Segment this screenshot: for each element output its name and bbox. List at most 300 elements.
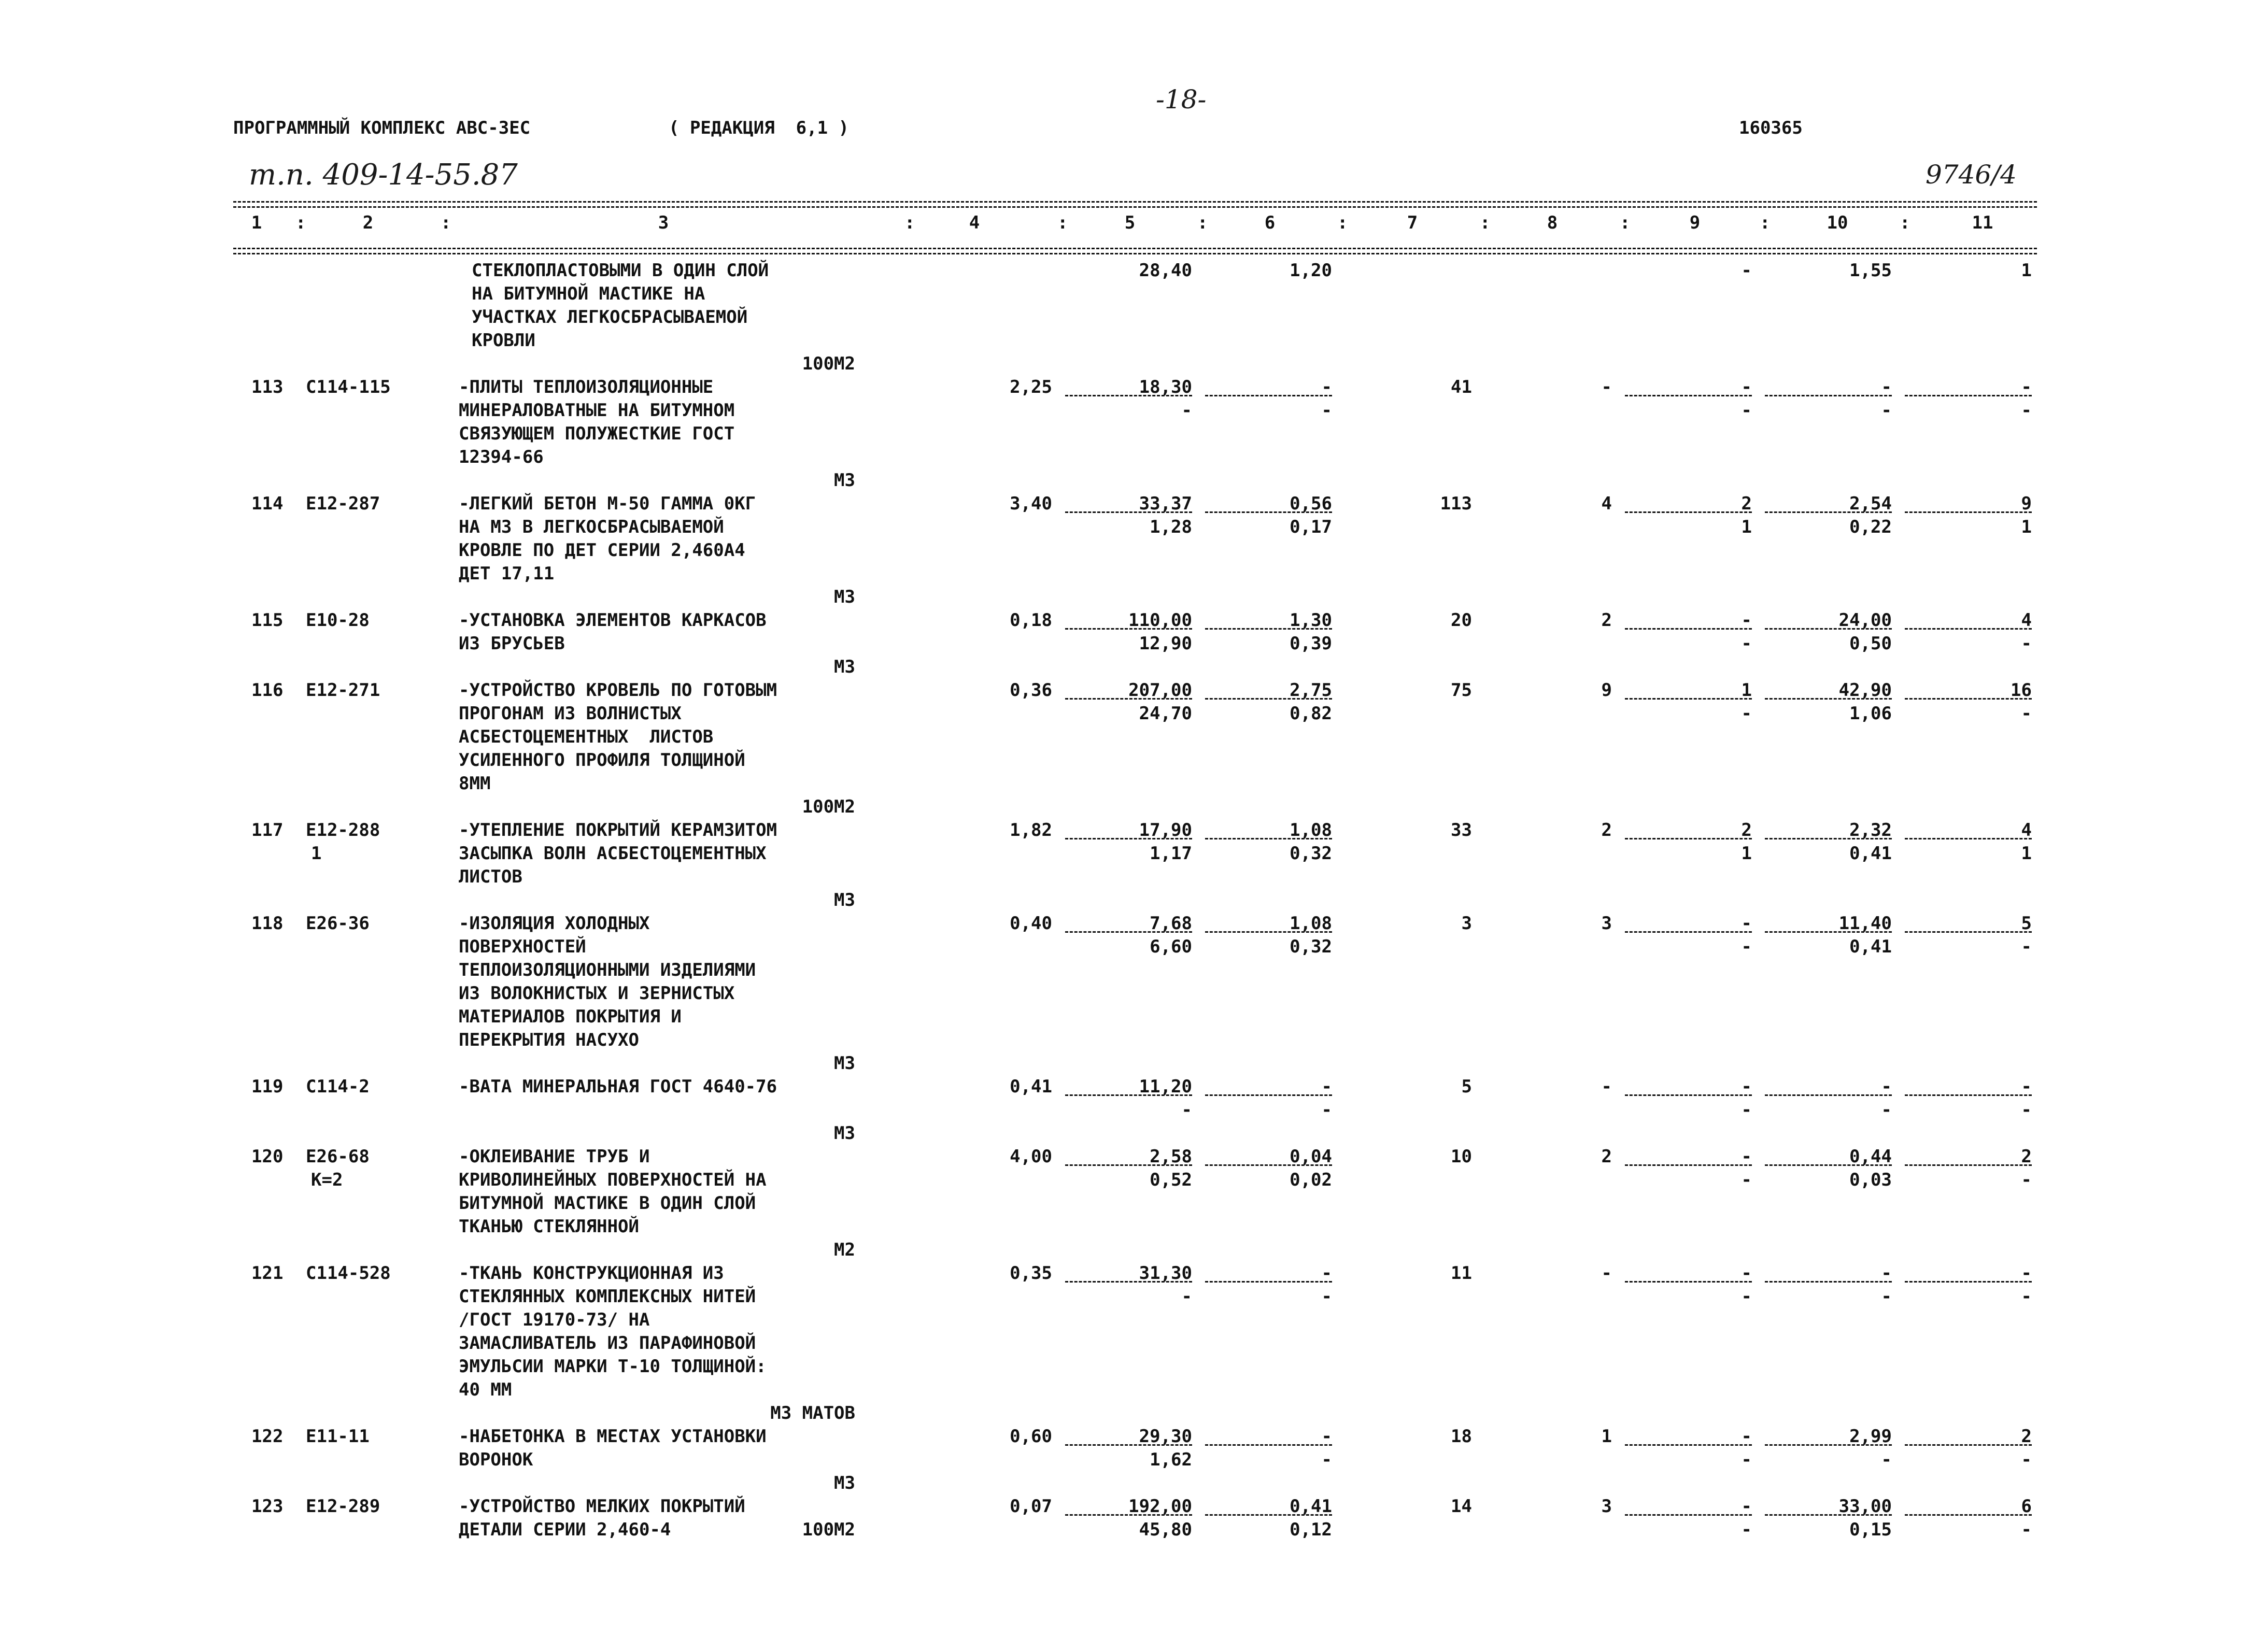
col6-sub: 0,32 xyxy=(1290,843,1332,864)
row-desc-line: 40 ММ xyxy=(459,1379,512,1400)
project-number: т.п. 409-14-55.87 xyxy=(249,158,518,192)
row-number: 118 xyxy=(251,913,284,934)
col8-value: 2 xyxy=(1601,1146,1612,1167)
col10-divider xyxy=(1765,395,1892,396)
col5-divider xyxy=(1065,1094,1192,1096)
col10-value: 0,44 xyxy=(1849,1146,1892,1167)
col10-sub: - xyxy=(1881,1286,1892,1307)
col11-divider xyxy=(1905,1164,2032,1166)
continuation-desc-line: НА БИТУМНОЙ МАСТИКЕ НА xyxy=(472,283,705,304)
col5-value: 192,00 xyxy=(1128,1496,1192,1517)
col11-divider xyxy=(1905,1281,2032,1283)
col6-value: 1,08 xyxy=(1290,913,1332,934)
cont-col10: 1,55 xyxy=(1849,260,1892,281)
row-number: 113 xyxy=(251,377,284,397)
col9-sub: - xyxy=(1741,1100,1752,1120)
col9-divider xyxy=(1625,698,1752,700)
col5-divider xyxy=(1065,931,1192,933)
row-desc-line: ИЗ ВОЛОКНИСТЫХ И ЗЕРНИСТЫХ xyxy=(459,983,735,1004)
row-number: 122 xyxy=(251,1426,284,1447)
col6-value: 0,41 xyxy=(1290,1496,1332,1517)
unit-label: М3 xyxy=(834,1123,855,1144)
row-desc-line: 12394-66 xyxy=(459,447,544,467)
col9-sub: - xyxy=(1741,936,1752,957)
col7-value: 41 xyxy=(1451,377,1472,397)
col11-sub: - xyxy=(2021,1519,2032,1540)
col10-value: - xyxy=(1881,377,1892,397)
unit-label: М3 xyxy=(834,587,855,607)
col9-value: - xyxy=(1741,1263,1752,1284)
rate-code: С114-528 xyxy=(306,1263,391,1284)
col9-value: - xyxy=(1741,1146,1752,1167)
row-desc-line: -УСТРОЙСТВО МЕЛКИХ ПОКРЫТИЙ xyxy=(459,1496,745,1517)
col6-divider xyxy=(1205,838,1332,839)
col5-value: 11,20 xyxy=(1139,1076,1192,1097)
col10-value: - xyxy=(1881,1263,1892,1284)
col4-quantity: 2,25 xyxy=(1010,377,1052,397)
row-desc-line: ИЗ БРУСЬЕВ xyxy=(459,633,565,654)
column-number-11: 11 xyxy=(1972,212,1993,233)
col7-value: 33 xyxy=(1451,820,1472,841)
row-desc-line: ПЕРЕКРЫТИЯ НАСУХО xyxy=(459,1030,639,1050)
col8-value: 3 xyxy=(1601,913,1612,934)
row-desc-line: -НАБЕТОНКА В МЕСТАХ УСТАНОВКИ xyxy=(459,1426,767,1447)
col5-value: 33,37 xyxy=(1139,493,1192,514)
row-desc-line: -ОКЛЕИВАНИЕ ТРУБ И xyxy=(459,1146,650,1167)
col5-divider xyxy=(1065,698,1192,700)
col10-divider xyxy=(1765,838,1892,839)
col11-divider xyxy=(1905,511,2032,513)
row-desc-line: ПОВЕРХНОСТЕЙ xyxy=(459,936,586,957)
col11-value: 9 xyxy=(2021,493,2032,514)
column-number-3: 3 xyxy=(658,212,669,233)
col9-divider xyxy=(1625,1444,1752,1446)
col6-value: 0,04 xyxy=(1290,1146,1332,1167)
col10-value: 33,00 xyxy=(1838,1496,1892,1517)
col5-sub: 1,28 xyxy=(1150,517,1192,537)
col11-sub: 1 xyxy=(2021,843,2032,864)
col10-value: 11,40 xyxy=(1838,913,1892,934)
col10-sub: - xyxy=(1881,400,1892,421)
row-desc-line: -ВАТА МИНЕРАЛЬНАЯ ГОСТ 4640-76 xyxy=(459,1076,777,1097)
col10-divider xyxy=(1765,628,1892,630)
col6-divider xyxy=(1205,1164,1332,1166)
col11-divider xyxy=(1905,838,2032,839)
col6-sub: 0,32 xyxy=(1290,936,1332,957)
row-desc-line: /ГОСТ 19170-73/ НА xyxy=(459,1309,650,1330)
col6-divider xyxy=(1205,511,1332,513)
col9-divider xyxy=(1625,395,1752,396)
col10-divider xyxy=(1765,931,1892,933)
col9-sub: 1 xyxy=(1741,517,1752,537)
col11-sub: - xyxy=(2021,633,2032,654)
col11-value: 6 xyxy=(2021,1496,2032,1517)
column-separator: : xyxy=(1760,212,1771,233)
column-number-4: 4 xyxy=(969,212,980,233)
col6-value: 2,75 xyxy=(1290,680,1332,701)
col10-divider xyxy=(1765,1514,1892,1516)
col9-value: - xyxy=(1741,610,1752,631)
col11-sub: - xyxy=(2021,703,2032,724)
row-desc-line: УСИЛЕННОГО ПРОФИЛЯ ТОЛЩИНОЙ xyxy=(459,750,745,771)
col5-value: 7,68 xyxy=(1150,913,1192,934)
col5-value: 31,30 xyxy=(1139,1263,1192,1284)
col8-value: 2 xyxy=(1601,610,1612,631)
col5-sub: 1,62 xyxy=(1150,1449,1192,1470)
col6-value: 1,30 xyxy=(1290,610,1332,631)
col6-divider xyxy=(1205,1444,1332,1446)
col7-value: 75 xyxy=(1451,680,1472,701)
col11-value: 2 xyxy=(2021,1426,2032,1447)
col6-divider xyxy=(1205,698,1332,700)
header-rule-bottom xyxy=(233,248,2037,249)
col10-value: 24,00 xyxy=(1838,610,1892,631)
row-desc-line: -УСТАНОВКА ЭЛЕМЕНТОВ КАРКАСОВ xyxy=(459,610,767,631)
col9-value: - xyxy=(1741,1076,1752,1097)
col9-divider xyxy=(1625,628,1752,630)
col11-value: - xyxy=(2021,1263,2032,1284)
row-desc-line: ЛИСТОВ xyxy=(459,866,522,887)
col9-divider xyxy=(1625,931,1752,933)
column-number-5: 5 xyxy=(1124,212,1136,233)
col6-value: - xyxy=(1321,1076,1332,1097)
row-number: 115 xyxy=(251,610,284,631)
rate-code: Е10-28 xyxy=(306,610,370,631)
col5-sub: 6,60 xyxy=(1150,936,1192,957)
col5-sub: 1,17 xyxy=(1150,843,1192,864)
program-title: ПРОГРАММНЫЙ КОМПЛЕКС АВС-ЗЕС xyxy=(233,118,531,138)
col5-divider xyxy=(1065,838,1192,839)
col11-sub: 1 xyxy=(2021,517,2032,537)
col9-divider xyxy=(1625,838,1752,839)
edition-label: ( РЕДАКЦИЯ 6,1 ) xyxy=(669,118,849,138)
page-number: -18- xyxy=(1156,84,1207,115)
col11-value: - xyxy=(2021,377,2032,397)
col11-sub: - xyxy=(2021,936,2032,957)
row-number: 123 xyxy=(251,1496,284,1517)
row-desc-line: -ТКАНЬ КОНСТРУКЦИОННАЯ ИЗ xyxy=(459,1263,724,1284)
col9-value: - xyxy=(1741,1426,1752,1447)
col9-divider xyxy=(1625,1281,1752,1283)
unit-label: М3 xyxy=(834,890,855,910)
unit-label: М2 xyxy=(834,1240,855,1260)
row-desc-line: СТЕКЛЯННЫХ КОМПЛЕКСНЫХ НИТЕЙ xyxy=(459,1286,756,1307)
rate-code-suffix: 1 xyxy=(311,843,322,864)
header-rule-top xyxy=(233,201,2037,203)
col4-quantity: 0,07 xyxy=(1010,1496,1052,1517)
col8-value: 1 xyxy=(1601,1426,1612,1447)
col5-sub: 0,52 xyxy=(1150,1170,1192,1190)
row-desc-line: ДЕТАЛИ СЕРИИ 2,460-4 xyxy=(459,1519,671,1540)
col5-value: 110,00 xyxy=(1128,610,1192,631)
row-desc-line: ЭМУЛЬСИИ МАРКИ Т-10 ТОЛЩИНОЙ: xyxy=(459,1356,767,1377)
col6-divider xyxy=(1205,395,1332,396)
row-desc-line: ДЕТ 17,11 xyxy=(459,563,555,584)
row-number: 116 xyxy=(251,680,284,701)
col7-value: 10 xyxy=(1451,1146,1472,1167)
col5-sub: - xyxy=(1181,1286,1192,1307)
cont-col6: 1,20 xyxy=(1290,260,1332,281)
row-number: 114 xyxy=(251,493,284,514)
col11-sub: - xyxy=(2021,400,2032,421)
col11-value: 5 xyxy=(2021,913,2032,934)
col5-value: 207,00 xyxy=(1128,680,1192,701)
row-desc-line: ТЕПЛОИЗОЛЯЦИОННЫМИ ИЗДЕЛИЯМИ xyxy=(459,960,756,980)
col11-value: 4 xyxy=(2021,820,2032,841)
col11-sub: - xyxy=(2021,1449,2032,1470)
col8-value: - xyxy=(1601,1076,1612,1097)
row-desc-line: МАТЕРИАЛОВ ПОКРЫТИЯ И xyxy=(459,1006,682,1027)
col10-value: 2,32 xyxy=(1849,820,1892,841)
continuation-desc-line: УЧАСТКАХ ЛЕГКОСБРАСЫВАЕМОЙ xyxy=(472,307,748,327)
unit-label: 100М2 xyxy=(802,353,855,374)
col6-sub: - xyxy=(1321,1449,1332,1470)
col10-sub: 0,03 xyxy=(1849,1170,1892,1190)
rate-code: Е12-271 xyxy=(306,680,380,701)
col5-sub: 12,90 xyxy=(1139,633,1192,654)
row-desc-line: -ЛЕГКИЙ БЕТОН М-50 ГАММА 0КГ xyxy=(459,493,756,514)
col11-divider xyxy=(1905,1094,2032,1096)
col11-sub: - xyxy=(2021,1100,2032,1120)
col11-sub: - xyxy=(2021,1170,2032,1190)
col6-value: - xyxy=(1321,1263,1332,1284)
col6-sub: 0,39 xyxy=(1290,633,1332,654)
col11-divider xyxy=(1905,1514,2032,1516)
col6-value: - xyxy=(1321,1426,1332,1447)
col11-value: 16 xyxy=(2011,680,2032,701)
col6-divider xyxy=(1205,1514,1332,1516)
column-number-8: 8 xyxy=(1547,212,1558,233)
unit-label: М3 xyxy=(834,1053,855,1074)
col5-divider xyxy=(1065,1281,1192,1283)
row-desc-line: МИНЕРАЛОВАТНЫЕ НА БИТУМНОМ xyxy=(459,400,735,421)
col8-value: 9 xyxy=(1601,680,1612,701)
column-separator: : xyxy=(1337,212,1348,233)
col4-quantity: 0,41 xyxy=(1010,1076,1052,1097)
col10-value: 2,54 xyxy=(1849,493,1892,514)
column-separator: : xyxy=(1057,212,1068,233)
row-desc-line: -ПЛИТЫ ТЕПЛОИЗОЛЯЦИОННЫЕ xyxy=(459,377,714,397)
row-desc-line: КРИВОЛИНЕЙНЫХ ПОВЕРХНОСТЕЙ НА xyxy=(459,1170,767,1190)
col5-sub: - xyxy=(1181,1100,1192,1120)
col8-value: - xyxy=(1601,1263,1612,1284)
column-number-9: 9 xyxy=(1689,212,1701,233)
col6-sub: 0,17 xyxy=(1290,517,1332,537)
row-desc-line: -УТЕПЛЕНИЕ ПОКРЫТИЙ КЕРАМЗИТОМ xyxy=(459,820,777,841)
col5-divider xyxy=(1065,1164,1192,1166)
col10-divider xyxy=(1765,1444,1892,1446)
row-number: 119 xyxy=(251,1076,284,1097)
col9-divider xyxy=(1625,1094,1752,1096)
col7-value: 11 xyxy=(1451,1263,1472,1284)
cont-col11: 1 xyxy=(2021,260,2032,281)
col9-divider xyxy=(1625,1164,1752,1166)
column-number-6: 6 xyxy=(1264,212,1276,233)
row-desc-line: -ИЗОЛЯЦИЯ ХОЛОДНЫХ xyxy=(459,913,650,934)
column-number-10: 10 xyxy=(1827,212,1848,233)
column-number-1: 1 xyxy=(251,212,262,233)
col10-sub: 0,22 xyxy=(1849,517,1892,537)
col8-value: - xyxy=(1601,377,1612,397)
col10-divider xyxy=(1765,1164,1892,1166)
col6-divider xyxy=(1205,931,1332,933)
col10-divider xyxy=(1765,698,1892,700)
cont-col9: - xyxy=(1741,260,1752,281)
col10-sub: - xyxy=(1881,1100,1892,1120)
col11-divider xyxy=(1905,931,2032,933)
col11-divider xyxy=(1905,628,2032,630)
col5-value: 17,90 xyxy=(1139,820,1192,841)
row-desc-line: КРОВЛЕ ПО ДЕТ СЕРИИ 2,460А4 xyxy=(459,540,745,561)
column-separator: : xyxy=(295,212,306,233)
col10-sub: 0,41 xyxy=(1849,936,1892,957)
rate-code: Е26-68 xyxy=(306,1146,370,1167)
col8-value: 3 xyxy=(1601,1496,1612,1517)
unit-label-trailing: 100М2 xyxy=(802,1519,855,1540)
sheet-reference: 9746/4 xyxy=(1926,160,2017,190)
col5-value: 18,30 xyxy=(1139,377,1192,397)
col4-quantity: 0,18 xyxy=(1010,610,1052,631)
col9-value: - xyxy=(1741,1496,1752,1517)
col10-sub: 0,50 xyxy=(1849,633,1892,654)
col11-value: 2 xyxy=(2021,1146,2032,1167)
col9-sub: - xyxy=(1741,633,1752,654)
unit-label: М3 xyxy=(834,657,855,677)
rate-code: Е12-289 xyxy=(306,1496,380,1517)
unit-label: М3 МАТОВ xyxy=(770,1403,855,1423)
col9-divider xyxy=(1625,511,1752,513)
row-desc-line: ВОРОНОК xyxy=(459,1449,533,1470)
col9-sub: - xyxy=(1741,703,1752,724)
col5-divider xyxy=(1065,395,1192,396)
rate-code: Е26-36 xyxy=(306,913,370,934)
col8-value: 4 xyxy=(1601,493,1612,514)
column-separator: : xyxy=(441,212,451,233)
row-desc-line: АСБЕСТОЦЕМЕНТНЫХ ЛИСТОВ xyxy=(459,727,714,747)
column-separator: : xyxy=(1620,212,1631,233)
col4-quantity: 0,35 xyxy=(1010,1263,1052,1284)
col9-value: 2 xyxy=(1741,493,1752,514)
col8-value: 2 xyxy=(1601,820,1612,841)
col9-value: 2 xyxy=(1741,820,1752,841)
col5-sub: 24,70 xyxy=(1139,703,1192,724)
col11-divider xyxy=(1905,395,2032,396)
col10-value: - xyxy=(1881,1076,1892,1097)
row-number: 120 xyxy=(251,1146,284,1167)
col9-sub: - xyxy=(1741,1170,1752,1190)
col4-quantity: 0,40 xyxy=(1010,913,1052,934)
col11-value: - xyxy=(2021,1076,2032,1097)
col10-divider xyxy=(1765,511,1892,513)
col10-divider xyxy=(1765,1281,1892,1283)
row-desc-line: ЗАСЫПКА ВОЛН АСБЕСТОЦЕМЕНТНЫХ xyxy=(459,843,767,864)
rate-code: Е12-288 xyxy=(306,820,380,841)
column-separator: : xyxy=(1900,212,1910,233)
col11-sub: - xyxy=(2021,1286,2032,1307)
col10-sub: 1,06 xyxy=(1849,703,1892,724)
row-number: 121 xyxy=(251,1263,284,1284)
col11-divider xyxy=(1905,1444,2032,1446)
col5-sub: 45,80 xyxy=(1139,1519,1192,1540)
col9-value: - xyxy=(1741,913,1752,934)
row-desc-line: ЗАМАСЛИВАТЕЛЬ ИЗ ПАРАФИНОВОЙ xyxy=(459,1333,756,1354)
col7-value: 20 xyxy=(1451,610,1472,631)
col10-sub: - xyxy=(1881,1449,1892,1470)
col11-divider xyxy=(1905,698,2032,700)
col6-sub: 0,82 xyxy=(1290,703,1332,724)
row-desc-line: ТКАНЬЮ СТЕКЛЯННОЙ xyxy=(459,1216,639,1237)
rate-code: С114-2 xyxy=(306,1076,370,1097)
unit-label: 100М2 xyxy=(802,796,855,817)
rate-code: Е11-11 xyxy=(306,1426,370,1447)
col6-sub: - xyxy=(1321,1286,1332,1307)
col10-value: 42,90 xyxy=(1838,680,1892,701)
column-separator: : xyxy=(1197,212,1208,233)
col9-sub: - xyxy=(1741,1449,1752,1470)
col4-quantity: 0,36 xyxy=(1010,680,1052,701)
col10-value: 2,99 xyxy=(1849,1426,1892,1447)
continuation-desc-line: СТЕКЛОПЛАСТОВЫМИ В ОДИН СЛОЙ xyxy=(472,260,769,281)
column-number-2: 2 xyxy=(362,212,374,233)
col6-divider xyxy=(1205,1281,1332,1283)
col6-divider xyxy=(1205,1094,1332,1096)
col6-value: 1,08 xyxy=(1290,820,1332,841)
column-number-7: 7 xyxy=(1407,212,1418,233)
col5-sub: - xyxy=(1181,400,1192,421)
row-desc-line: СВЯЗУЮЩЕМ ПОЛУЖЕСТКИЕ ГОСТ xyxy=(459,423,735,444)
cont-col5: 28,40 xyxy=(1139,260,1192,281)
col9-value: 1 xyxy=(1741,680,1752,701)
column-separator: : xyxy=(904,212,915,233)
column-separator: : xyxy=(1480,212,1491,233)
col9-value: - xyxy=(1741,377,1752,397)
col4-quantity: 0,60 xyxy=(1010,1426,1052,1447)
row-desc-line: -УСТРОЙСТВО КРОВЕЛЬ ПО ГОТОВЫМ xyxy=(459,680,777,701)
col4-quantity: 1,82 xyxy=(1010,820,1052,841)
row-desc-line: 8ММ xyxy=(459,773,491,794)
document-code: 160365 xyxy=(1739,118,1803,138)
row-desc-line: НА М3 В ЛЕГКОСБРАСЫВАЕМОЙ xyxy=(459,517,724,537)
col5-divider xyxy=(1065,511,1192,513)
continuation-desc-line: КРОВЛИ xyxy=(472,330,535,351)
header-rule-bottom-2 xyxy=(233,253,2037,254)
col10-sub: 0,15 xyxy=(1849,1519,1892,1540)
col6-divider xyxy=(1205,628,1332,630)
col5-value: 2,58 xyxy=(1150,1146,1192,1167)
header-rule-top-2 xyxy=(233,206,2037,208)
col6-sub: 0,02 xyxy=(1290,1170,1332,1190)
col11-value: 4 xyxy=(2021,610,2032,631)
unit-label: М3 xyxy=(834,470,855,491)
col7-value: 18 xyxy=(1451,1426,1472,1447)
row-desc-line: БИТУМНОЙ МАСТИКЕ В ОДИН СЛОЙ xyxy=(459,1193,756,1214)
col6-sub: 0,12 xyxy=(1290,1519,1332,1540)
col9-divider xyxy=(1625,1514,1752,1516)
col9-sub: 1 xyxy=(1741,843,1752,864)
col5-value: 29,30 xyxy=(1139,1426,1192,1447)
rate-code-suffix: К=2 xyxy=(311,1170,343,1190)
row-number: 117 xyxy=(251,820,284,841)
col9-sub: - xyxy=(1741,1519,1752,1540)
col5-divider xyxy=(1065,1444,1192,1446)
col7-value: 3 xyxy=(1461,913,1472,934)
col9-sub: - xyxy=(1741,1286,1752,1307)
row-desc-line: ПРОГОНАМ ИЗ ВОЛНИСТЫХ xyxy=(459,703,682,724)
col6-sub: - xyxy=(1321,400,1332,421)
col6-value: 0,56 xyxy=(1290,493,1332,514)
col10-divider xyxy=(1765,1094,1892,1096)
col10-sub: 0,41 xyxy=(1849,843,1892,864)
